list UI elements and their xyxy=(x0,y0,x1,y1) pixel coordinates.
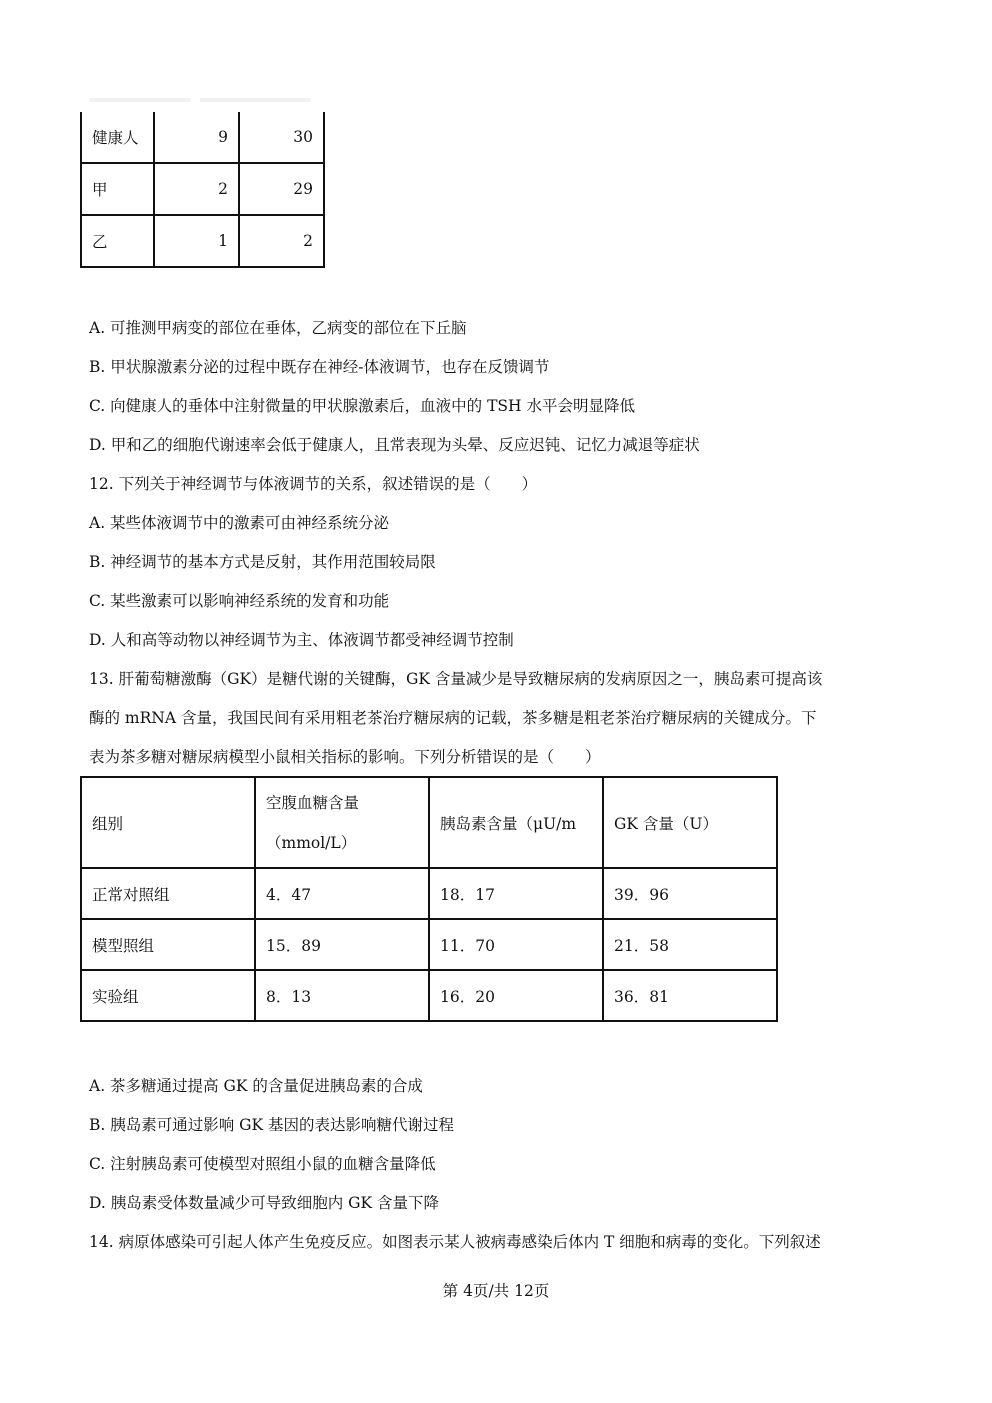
option-d: D. 甲和乙的细胞代谢速率会低于健康人，且常表现为头晕、反应迟钝、记忆力减退等症状 xyxy=(89,436,700,454)
option-c: C. 某些激素可以影响神经系统的发育和功能 xyxy=(89,592,390,610)
table-cell: 模型照组 xyxy=(81,919,255,970)
table-cell: 甲 xyxy=(81,163,154,215)
table-row xyxy=(81,970,777,1021)
table-cell: 9 xyxy=(154,112,239,163)
header-insulin: 胰岛素含量（μU/m xyxy=(429,777,603,868)
table-cell: 18．17 xyxy=(429,868,603,919)
option-c: C. 向健康人的垂体中注射微量的甲状腺激素后，血液中的 TSH 水平会明显降低 xyxy=(89,397,635,415)
table-cell: 8．13 xyxy=(255,970,429,1021)
tea-polysaccharide-table xyxy=(80,776,778,1022)
option-d: D. 人和高等动物以神经调节为主、体液调节都受神经调节控制 xyxy=(89,631,514,649)
header-gk: GK 含量（U） xyxy=(603,777,777,868)
table-row xyxy=(81,868,777,919)
question-13-stem-line: 酶的 mRNA 含量，我国民间有采用粗老茶治疗糖尿病的记载，茶多糖是粗老茶治疗糖尿病的关键成分。下 xyxy=(89,709,817,727)
table-cell: 2 xyxy=(154,163,239,215)
header-glucose-line2: （mmol/L） xyxy=(266,833,357,852)
table-row xyxy=(81,919,777,970)
table-cell: 11．70 xyxy=(429,919,603,970)
option-d: D. 胰岛素受体数量减少可导致细胞内 GK 含量下降 xyxy=(89,1194,440,1212)
question-12-stem: 12. 下列关于神经调节与体液调节的关系，叙述错误的是（ ） xyxy=(89,475,538,493)
table-cell: 实验组 xyxy=(81,970,255,1021)
option-a: A. 可推测甲病变的部位在垂体，乙病变的部位在下丘脑 xyxy=(89,319,467,337)
table-cell: 乙 xyxy=(81,215,154,267)
option-b: B. 胰岛素可通过影响 GK 基因的表达影响糖代谢过程 xyxy=(89,1116,455,1134)
table-cell: 2 xyxy=(239,215,324,267)
option-a: A. 某些体液调节中的激素可由神经系统分泌 xyxy=(89,514,390,532)
table-cell: 15．89 xyxy=(255,919,429,970)
option-c: C. 注射胰岛素可使模型对照组小鼠的血糖含量降低 xyxy=(89,1155,436,1173)
table-cell: 16．20 xyxy=(429,970,603,1021)
question-13-stem-line: 13. 肝葡萄糖激酶（GK）是糖代谢的关键酶，GK 含量减少是导致糖尿病的发病原因之一，胰岛素可提高该 xyxy=(89,670,823,688)
header-glucose-line1: 空腹血糖含量 xyxy=(266,793,360,812)
option-b: B. 甲状腺激素分泌的过程中既存在神经-体液调节，也存在反馈调节 xyxy=(89,358,550,376)
table-cell: 21．58 xyxy=(603,919,777,970)
question-13-stem-line: 表为茶多糖对糖尿病模型小鼠相关指标的影响。下列分析错误的是（ ） xyxy=(89,748,601,766)
table-row xyxy=(81,163,324,215)
question-14-stem: 14. 病原体感染可引起人体产生免疫反应。如图表示某人被病毒感染后体内 T 细胞和病毒的变化。下列叙述 xyxy=(89,1233,821,1251)
table-cell: 1 xyxy=(154,215,239,267)
table-cell: 健康人 xyxy=(81,112,154,163)
header-glucose xyxy=(255,777,429,868)
page-footer: 第 4页/共 12页 xyxy=(442,1282,550,1300)
table-row xyxy=(81,112,324,163)
table-cell: 正常对照组 xyxy=(81,868,255,919)
table-cell: 4．47 xyxy=(255,868,429,919)
hormone-table xyxy=(80,112,325,268)
table-header-row xyxy=(81,777,777,868)
option-a: A. 茶多糖通过提高 GK 的含量促进胰岛素的合成 xyxy=(89,1077,423,1095)
option-b: B. 神经调节的基本方式是反射，其作用范围较局限 xyxy=(89,553,436,571)
table-cell: 36．81 xyxy=(603,970,777,1021)
table-cell: 39．96 xyxy=(603,868,777,919)
table-row xyxy=(81,215,324,267)
table-cell: 30 xyxy=(239,112,324,163)
header-group: 组别 xyxy=(81,777,255,868)
table-cell: 29 xyxy=(239,163,324,215)
